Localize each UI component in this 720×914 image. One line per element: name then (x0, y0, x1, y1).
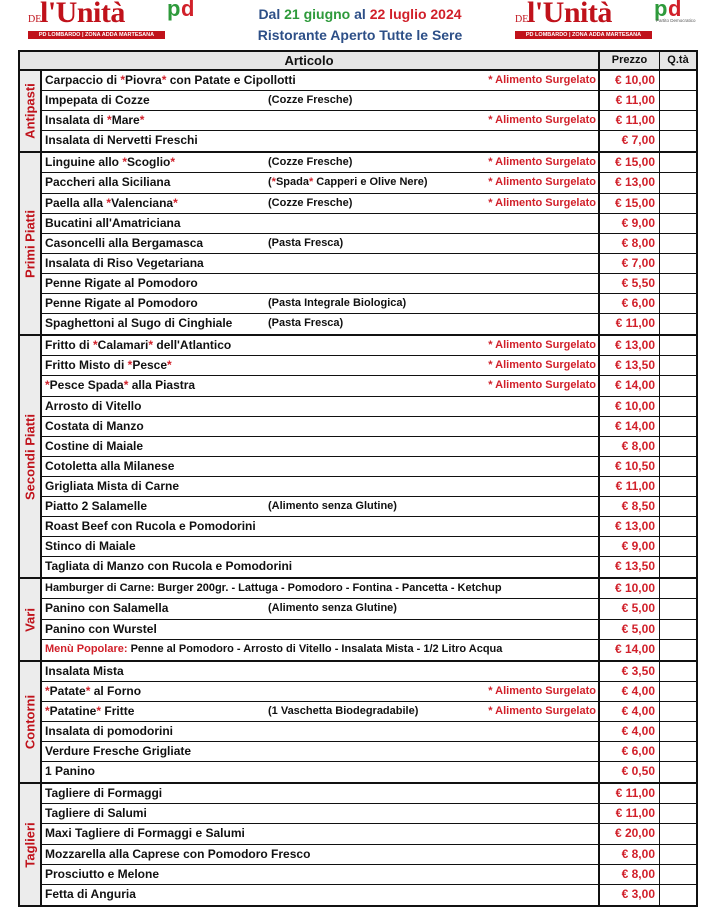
table-row (42, 376, 696, 396)
item-name: Mozzarella alla Caprese con Pomodoro Fresco (45, 846, 311, 861)
item-name: Stinco di Maiale (45, 539, 136, 554)
quantity-cell[interactable] (660, 71, 696, 90)
section-label-text: Contorni (22, 694, 38, 750)
quantity-cell[interactable] (660, 599, 696, 618)
item-name: Insalata di Riso Vegetariana (45, 255, 204, 270)
table-row (42, 274, 696, 294)
quantity-cell[interactable] (660, 845, 696, 864)
table-row (42, 356, 696, 376)
item-note: (Alimento senza Glutine) (268, 602, 397, 615)
menu-section-taglieri (20, 784, 696, 905)
item-cell (42, 91, 600, 110)
item-cell (42, 682, 600, 701)
item-price: € 11,00 (600, 111, 660, 130)
section-label-text: Taglieri (22, 821, 38, 868)
table-row (42, 865, 696, 885)
item-cell (42, 579, 600, 598)
table-row (42, 662, 696, 682)
table-row (42, 845, 696, 865)
menu-section-vari (20, 579, 696, 661)
item-price: € 13,00 (600, 173, 660, 192)
item-cell (42, 537, 600, 556)
table-row (42, 682, 696, 702)
item-name: 1 Panino (45, 764, 96, 779)
logo-title: l'Unità (40, 0, 125, 29)
item-cell (42, 173, 600, 192)
item-name: Impepata di Cozze (45, 93, 150, 108)
item-cell (42, 234, 600, 253)
item-cell (42, 437, 600, 456)
item-price: € 11,00 (600, 784, 660, 803)
table-row (42, 153, 696, 173)
section-label (20, 153, 42, 334)
table-row (42, 477, 696, 497)
table-row (42, 214, 696, 234)
quantity-cell[interactable] (660, 153, 696, 172)
item-name: Insalata Mista (45, 663, 124, 678)
section-rows (42, 336, 696, 577)
page-header (0, 0, 720, 46)
table-row (42, 762, 696, 782)
quantity-cell[interactable] (660, 865, 696, 884)
item-name: Carpaccio di *Piovra* con Patate e Cipollotti (45, 73, 296, 87)
table-row (42, 885, 696, 905)
item-name-label: Menù Popolare: (45, 642, 128, 655)
menu-sections (20, 71, 696, 905)
item-name: Tagliere di Salumi (45, 806, 147, 821)
item-cell (42, 557, 600, 577)
table-row (42, 234, 696, 254)
item-cell (42, 397, 600, 416)
item-cell (42, 356, 600, 375)
item-cell (42, 845, 600, 864)
date-end: 22 luglio 2024 (369, 6, 462, 22)
column-header-price: Prezzo (600, 52, 660, 69)
quantity-cell[interactable] (660, 274, 696, 293)
item-name: Fetta di Anguria (45, 886, 136, 901)
item-price: € 5,00 (600, 620, 660, 639)
item-price: € 10,00 (600, 71, 660, 90)
frozen-food-flag: * Alimento Surgelato (488, 379, 596, 392)
item-price: € 8,00 (600, 845, 660, 864)
quantity-cell[interactable] (660, 91, 696, 110)
item-price: € 13,00 (600, 336, 660, 355)
item-name (45, 640, 502, 659)
quantity-cell[interactable] (660, 742, 696, 761)
item-price: € 5,00 (600, 599, 660, 618)
quantity-cell[interactable] (660, 824, 696, 843)
table-row (42, 314, 696, 334)
item-price: € 9,00 (600, 537, 660, 556)
column-header-item: Articolo (20, 52, 600, 69)
section-rows (42, 579, 696, 659)
item-cell (42, 417, 600, 436)
item-name: *Patatine* Fritte (45, 703, 135, 718)
item-price: € 14,00 (600, 640, 660, 660)
quantity-cell[interactable] (660, 537, 696, 556)
item-name: Spaghettoni al Sugo di Cinghiale (45, 316, 233, 331)
item-cell (42, 153, 600, 172)
table-row (42, 457, 696, 477)
item-cell (42, 640, 600, 660)
item-cell (42, 784, 600, 803)
logo-prefix: DE (28, 14, 42, 25)
item-price: € 5,50 (600, 274, 660, 293)
frozen-food-flag: * Alimento Surgelato (488, 339, 596, 352)
section-label (20, 579, 42, 659)
quantity-cell[interactable] (660, 662, 696, 681)
item-name: Maxi Tagliere di Formaggi e Salumi (45, 826, 245, 841)
item-name-label: Hamburger di Carne: (45, 582, 155, 595)
item-price: € 4,00 (600, 682, 660, 701)
frozen-food-flag: * Alimento Surgelato (488, 74, 596, 86)
table-row (42, 557, 696, 577)
table-row (42, 599, 696, 619)
section-label (20, 336, 42, 577)
quantity-cell[interactable] (660, 722, 696, 741)
table-row (42, 254, 696, 274)
menu-section-antipasti (20, 71, 696, 153)
item-price: € 10,00 (600, 579, 660, 598)
table-row (42, 131, 696, 151)
item-name: Insalata di pomodorini (45, 724, 174, 738)
item-note: (*Spada* Capperi e Olive Nere) (268, 176, 428, 189)
table-row (42, 91, 696, 111)
logo-strip: PD LOMBARDO | ZONA ADDA MARTESANA (28, 31, 165, 39)
table-row (42, 640, 696, 660)
item-name: Penne Rigate al Pomodoro (45, 296, 198, 311)
table-row (42, 824, 696, 844)
item-name: *Pesce Spada* alla Piastra (45, 378, 196, 393)
item-cell (42, 194, 600, 213)
quantity-cell[interactable] (660, 397, 696, 416)
frozen-food-flag: * Alimento Surgelato (488, 156, 596, 169)
item-price: € 13,00 (600, 517, 660, 536)
item-cell (42, 457, 600, 476)
item-price: € 8,00 (600, 437, 660, 456)
table-row (42, 497, 696, 517)
item-name: Prosciutto e Melone (45, 866, 160, 881)
item-price: € 11,00 (600, 314, 660, 334)
item-name: Insalata di Nervetti Freschi (45, 133, 198, 148)
item-name: Verdure Fresche Grigliate (45, 744, 192, 759)
item-cell (42, 517, 600, 536)
item-name: Panino con Wurstel (45, 621, 157, 636)
item-price: € 6,00 (600, 742, 660, 761)
section-label (20, 784, 42, 905)
item-price: € 11,00 (600, 477, 660, 496)
item-price: € 0,50 (600, 762, 660, 782)
item-name: Tagliata di Manzo con Rucola e Pomodorini (45, 559, 293, 574)
event-dates: Dal 21 giugno al 22 luglio 2024 (258, 6, 462, 22)
item-cell (42, 214, 600, 233)
item-cell (42, 477, 600, 496)
quantity-cell[interactable] (660, 111, 696, 130)
item-price: € 11,00 (600, 91, 660, 110)
table-row (42, 784, 696, 804)
section-label-text: Antipasti (22, 83, 38, 139)
item-price: € 4,00 (600, 722, 660, 741)
quantity-cell[interactable] (660, 640, 696, 660)
table-row (42, 702, 696, 722)
table-row (42, 620, 696, 640)
pd-logo-left-icon: p d (167, 0, 195, 21)
item-cell (42, 662, 600, 681)
quantity-cell[interactable] (660, 497, 696, 516)
menu-section-primi-piatti (20, 153, 696, 336)
item-price: € 8,00 (600, 234, 660, 253)
item-price: € 15,00 (600, 194, 660, 213)
frozen-food-flag: * Alimento Surgelato (488, 196, 596, 209)
item-cell (42, 336, 600, 355)
item-cell (42, 620, 600, 639)
item-name: Costine di Maiale (45, 438, 144, 453)
item-price: € 4,00 (600, 702, 660, 721)
item-price: € 10,50 (600, 457, 660, 476)
item-cell (42, 762, 600, 782)
table-row (42, 173, 696, 193)
item-price: € 9,00 (600, 214, 660, 233)
item-price: € 13,50 (600, 356, 660, 375)
table-row (42, 579, 696, 599)
item-note: (Pasta Fresca) (268, 236, 344, 249)
section-rows (42, 71, 696, 151)
item-name: Panino con Salamella (45, 601, 169, 616)
section-label-text: Secondi Piatti (22, 413, 38, 500)
quantity-cell[interactable] (660, 762, 696, 782)
date-start: 21 giugno (284, 6, 351, 22)
item-cell (42, 722, 600, 741)
quantity-cell[interactable] (660, 356, 696, 375)
item-price: € 20,00 (600, 824, 660, 843)
table-row (42, 437, 696, 457)
table-row (42, 294, 696, 314)
item-name: Tagliere di Formaggi (45, 786, 163, 801)
item-cell (42, 376, 600, 395)
item-cell (42, 274, 600, 293)
item-cell (42, 865, 600, 884)
logo-strip: PD LOMBARDO | ZONA ADDA MARTESANA (515, 31, 652, 39)
table-row (42, 804, 696, 824)
table-row (42, 71, 696, 91)
item-price: € 6,00 (600, 294, 660, 313)
quantity-cell[interactable] (660, 784, 696, 803)
item-price: € 15,00 (600, 153, 660, 172)
item-name: Paccheri alla Siciliana (45, 175, 171, 190)
item-cell (42, 314, 600, 334)
item-cell (42, 294, 600, 313)
item-price: € 14,00 (600, 417, 660, 436)
item-cell (42, 804, 600, 823)
item-name: *Patate* al Forno (45, 683, 142, 698)
item-note: (Pasta Integrale Biologica) (268, 297, 407, 310)
logo-title: l'Unità (527, 0, 612, 29)
item-price: € 10,00 (600, 397, 660, 416)
section-label (20, 662, 42, 783)
item-name: Fritto di *Calamari* dell'Atlantico (45, 338, 232, 353)
quantity-cell[interactable] (660, 682, 696, 701)
item-name: Casoncelli alla Bergamasca (45, 235, 204, 250)
item-name: Grigliata Mista di Carne (45, 478, 180, 493)
item-name: Linguine allo *Scoglio* (45, 155, 176, 170)
item-name: Fritto Misto di *Pesce* (45, 358, 172, 373)
item-price: € 3,50 (600, 662, 660, 681)
item-description: Burger 200gr. - Lattuga - Pomodoro - Fontina - Pancetta - Ketchup (154, 582, 502, 595)
quantity-cell[interactable] (660, 557, 696, 577)
item-cell (42, 824, 600, 843)
item-cell (42, 599, 600, 618)
table-row (42, 517, 696, 537)
menu-table (18, 50, 698, 907)
quantity-cell[interactable] (660, 314, 696, 334)
item-description: Penne al Pomodoro - Arrosto di Vitello - Insalata Mista - 1/2 Litro Acqua (127, 642, 503, 655)
quantity-cell[interactable] (660, 457, 696, 476)
item-price: € 7,00 (600, 254, 660, 273)
table-row (42, 537, 696, 557)
quantity-cell[interactable] (660, 336, 696, 355)
pd-logo-right-icon: p d Partito Democratico (654, 0, 696, 23)
section-rows (42, 784, 696, 905)
quantity-cell[interactable] (660, 131, 696, 151)
item-name: Bucatini all'Amatriciana (45, 215, 181, 230)
quantity-cell[interactable] (660, 234, 696, 253)
frozen-food-flag: * Alimento Surgelato (488, 684, 596, 697)
quantity-cell[interactable] (660, 804, 696, 823)
item-name: Insalata di *Mare* (45, 113, 145, 128)
table-row (42, 194, 696, 214)
quantity-cell[interactable] (660, 294, 696, 313)
item-note: (1 Vaschetta Biodegradabile) (268, 704, 419, 717)
quantity-cell[interactable] (660, 376, 696, 395)
section-label (20, 71, 42, 151)
column-header-qty: Q.tà (667, 54, 689, 66)
quantity-cell[interactable] (660, 885, 696, 905)
table-row (42, 742, 696, 762)
menu-section-contorni (20, 662, 696, 785)
quantity-cell[interactable] (660, 620, 696, 639)
item-cell (42, 742, 600, 761)
item-cell (42, 885, 600, 905)
item-cell (42, 254, 600, 273)
item-name: Piatto 2 Salamelle (45, 498, 148, 513)
quantity-cell[interactable] (660, 517, 696, 536)
section-rows (42, 153, 696, 334)
section-label-text: Vari (22, 607, 38, 632)
quantity-cell[interactable] (660, 254, 696, 273)
table-row (42, 111, 696, 131)
quantity-cell[interactable] (660, 579, 696, 598)
item-note: (Cozze Fresche) (268, 94, 353, 107)
frozen-food-flag: * Alimento Surgelato (488, 704, 596, 717)
menu-section-secondi-piatti (20, 336, 696, 579)
quantity-cell[interactable] (660, 214, 696, 233)
quantity-cell[interactable] (660, 437, 696, 456)
frozen-food-flag: * Alimento Surgelato (488, 176, 596, 189)
item-name: Costata di Manzo (45, 418, 144, 433)
table-row (42, 722, 696, 742)
item-cell (42, 111, 600, 130)
item-name: Paella alla *Valenciana* (45, 195, 178, 210)
event-subtitle: Ristorante Aperto Tutte le Sere (257, 27, 463, 43)
item-price: € 3,00 (600, 885, 660, 905)
quantity-cell[interactable] (660, 702, 696, 721)
table-row (42, 336, 696, 356)
item-price: € 7,00 (600, 131, 660, 151)
quantity-cell[interactable] (660, 417, 696, 436)
item-name: Arrosto di Vitello (45, 398, 142, 413)
logo-prefix: DE (515, 14, 529, 25)
item-cell (42, 71, 600, 90)
table-row (42, 397, 696, 417)
quantity-cell[interactable] (660, 477, 696, 496)
frozen-food-flag: * Alimento Surgelato (488, 114, 596, 127)
section-label-text: Primi Piatti (22, 209, 38, 278)
item-cell (42, 131, 600, 151)
table-row (42, 417, 696, 437)
table-header (20, 52, 696, 71)
item-name: Cotoletta alla Milanese (45, 458, 175, 473)
frozen-food-flag: * Alimento Surgelato (488, 359, 596, 372)
item-cell (42, 497, 600, 516)
item-cell (42, 702, 600, 721)
item-note: (Cozze Fresche) (268, 156, 353, 169)
item-name (45, 579, 502, 598)
quantity-cell[interactable] (660, 173, 696, 192)
item-price: € 8,50 (600, 497, 660, 516)
item-name: Roast Beef con Rucola e Pomodorini (45, 519, 256, 534)
item-note: (Pasta Fresca) (268, 317, 344, 330)
item-note: (Alimento senza Glutine) (268, 499, 397, 512)
item-price: € 14,00 (600, 376, 660, 395)
quantity-cell[interactable] (660, 194, 696, 213)
item-note: (Cozze Fresche) (268, 196, 353, 209)
item-price: € 13,50 (600, 557, 660, 577)
item-price: € 8,00 (600, 865, 660, 884)
item-name: Penne Rigate al Pomodoro (45, 275, 198, 290)
item-price: € 11,00 (600, 804, 660, 823)
section-rows (42, 662, 696, 783)
